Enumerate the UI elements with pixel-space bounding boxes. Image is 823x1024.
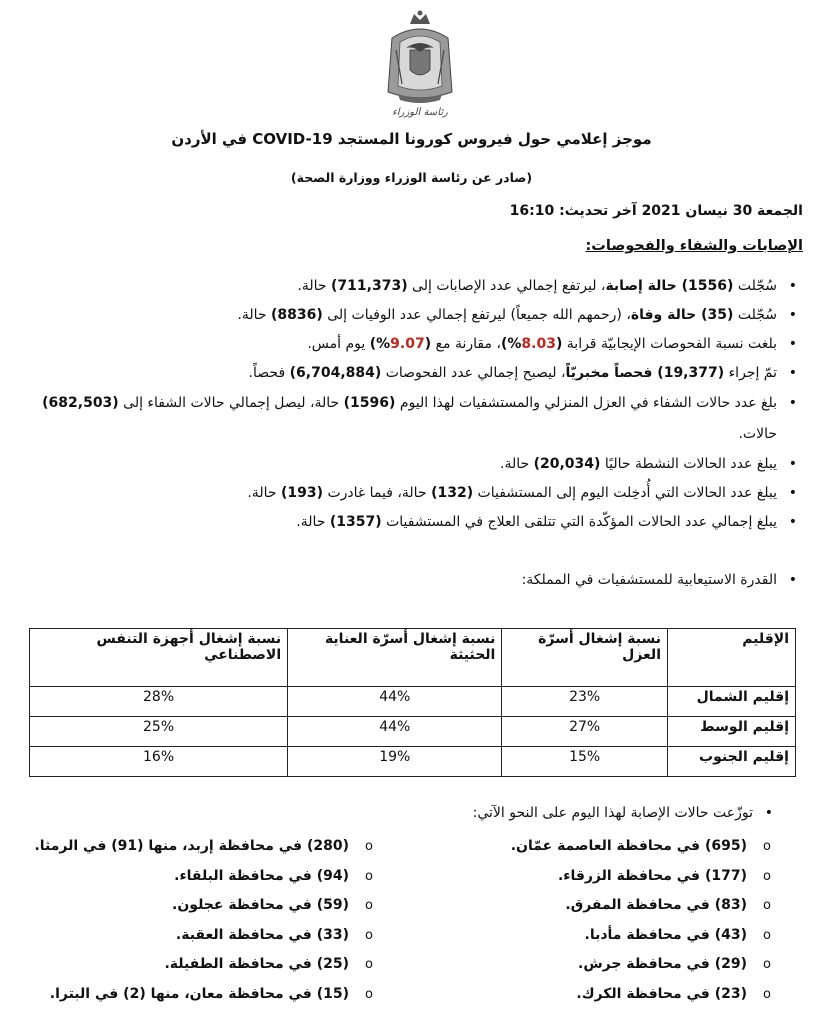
page-title: موجز إعلامي حول فيروس كورونا المستجد COVID-19 في الأردن xyxy=(171,130,652,148)
date-line: الجمعة 30 نيسان 2021 آخر تحديث: 16:10 xyxy=(509,203,803,219)
list-item: o (280) في محافظة إربد، منها (91) في الرمثا. xyxy=(3,832,373,862)
list-item: o (25) في محافظة الطفيلة. xyxy=(3,950,373,980)
list-item: o (177) في محافظة الزرقاء. xyxy=(471,862,771,892)
table-header-row xyxy=(30,629,796,687)
positivity-today: 8.03 xyxy=(521,336,556,352)
list-item: • سُجّلت (35) حالة وفاة، (رحمهم الله جميعاً) ليرتفع إجمالي عدد الوفيات إلى (8836) حالة. xyxy=(23,301,803,330)
list-item: o (29) في محافظة جرش. xyxy=(471,950,771,980)
statistics-list xyxy=(23,272,803,537)
list-item: o (83) في محافظة المفرق. xyxy=(471,891,771,921)
list-item: o (23) في محافظة الكرك. xyxy=(471,980,771,1010)
hospital-capacity-table xyxy=(29,628,796,777)
icu-cell: 44% xyxy=(288,717,502,747)
list-item: • يبلغ إجمالي عدد الحالات المؤكّدة التي تتلقى العلاج في المستشفيات (1357) حالة. xyxy=(23,508,803,537)
table-row xyxy=(30,687,796,717)
icu-cell: 44% xyxy=(288,687,502,717)
list-item: • بلغت نسبة الفحوصات الإيجابيّة قرابة (8.03%)، مقارنة مع (9.07%) يوم أمس. xyxy=(23,330,803,359)
positivity-yesterday: 9.07 xyxy=(390,336,425,352)
list-item: • تمّ إجراء (19,377) فحصاً مخبريّاً، ليصبح إجمالي عدد الفحوصات (6,704,884) فحصاً. xyxy=(23,359,803,388)
list-item: o (94) في محافظة البلقاء. xyxy=(3,862,373,892)
section-heading: الإصابات والشفاء والفحوصات: xyxy=(585,238,803,254)
list-item: • يبلغ عدد الحالات النشطة حاليًا (20,034) حالة. xyxy=(23,450,803,479)
crest-caption: رئاسة الوزراء xyxy=(392,107,448,118)
ventilators-cell: 25% xyxy=(30,717,288,747)
coat-of-arms-logo xyxy=(380,10,460,122)
capacity-heading: • القدرة الاستيعابية للمستشفيات في المملكة: xyxy=(522,572,803,588)
isolation-cell: 27% xyxy=(502,717,668,747)
distribution-list-right xyxy=(471,832,771,1009)
table-row xyxy=(30,717,796,747)
distribution-heading: • توزّعت حالات الإصابة لهذا اليوم على النحو الآتي: xyxy=(473,805,775,821)
ventilators-cell: 28% xyxy=(30,687,288,717)
isolation-cell: 23% xyxy=(502,687,668,717)
isolation-cell: 15% xyxy=(502,747,668,777)
region-cell: إقليم الوسط xyxy=(668,717,796,747)
region-cell: إقليم الشمال xyxy=(668,687,796,717)
icu-cell: 19% xyxy=(288,747,502,777)
region-cell: إقليم الجنوب xyxy=(668,747,796,777)
column-header-region: الإقليم xyxy=(668,629,796,687)
list-item: o (59) في محافظة عجلون. xyxy=(3,891,373,921)
list-item: • سُجّلت (1556) حالة إصابة، ليرتفع إجمالي عدد الإصابات إلى (711,373) حالة. xyxy=(23,272,803,301)
list-item: o (695) في محافظة العاصمة عمّان. xyxy=(471,832,771,862)
page-subtitle: (صادر عن رئاسة الوزراء ووزارة الصحة) xyxy=(290,170,533,185)
ventilators-cell: 16% xyxy=(30,747,288,777)
crest-icon xyxy=(380,10,460,122)
list-item: o (33) في محافظة العقبة. xyxy=(3,921,373,951)
table-row xyxy=(30,747,796,777)
column-header-ventilators: نسبة إشغال أجهزة التنفس الاصطناعي xyxy=(30,629,288,687)
list-item: o (43) في محافظة مأدبا. xyxy=(471,921,771,951)
list-item: • بلغ عدد حالات الشفاء في العزل المنزلي والمستشفيات لهذا اليوم (1596) حالة، ليصل إجمالي حالات الشفاء إلى (682,503) حالات. xyxy=(23,388,803,450)
list-item: • يبلغ عدد الحالات التي أُدخِلت اليوم إلى المستشفيات (132) حالة، فيما غادرت (193) حالة. xyxy=(23,479,803,508)
distribution-list-left xyxy=(3,832,373,1009)
list-item: o (15) في محافظة معان، منها (2) في البترا. xyxy=(3,980,373,1010)
column-header-icu: نسبة إشغال أسرّة العناية الحثيثة xyxy=(288,629,502,687)
column-header-isolation: نسبة إشغال أسرّة العزل xyxy=(502,629,668,687)
